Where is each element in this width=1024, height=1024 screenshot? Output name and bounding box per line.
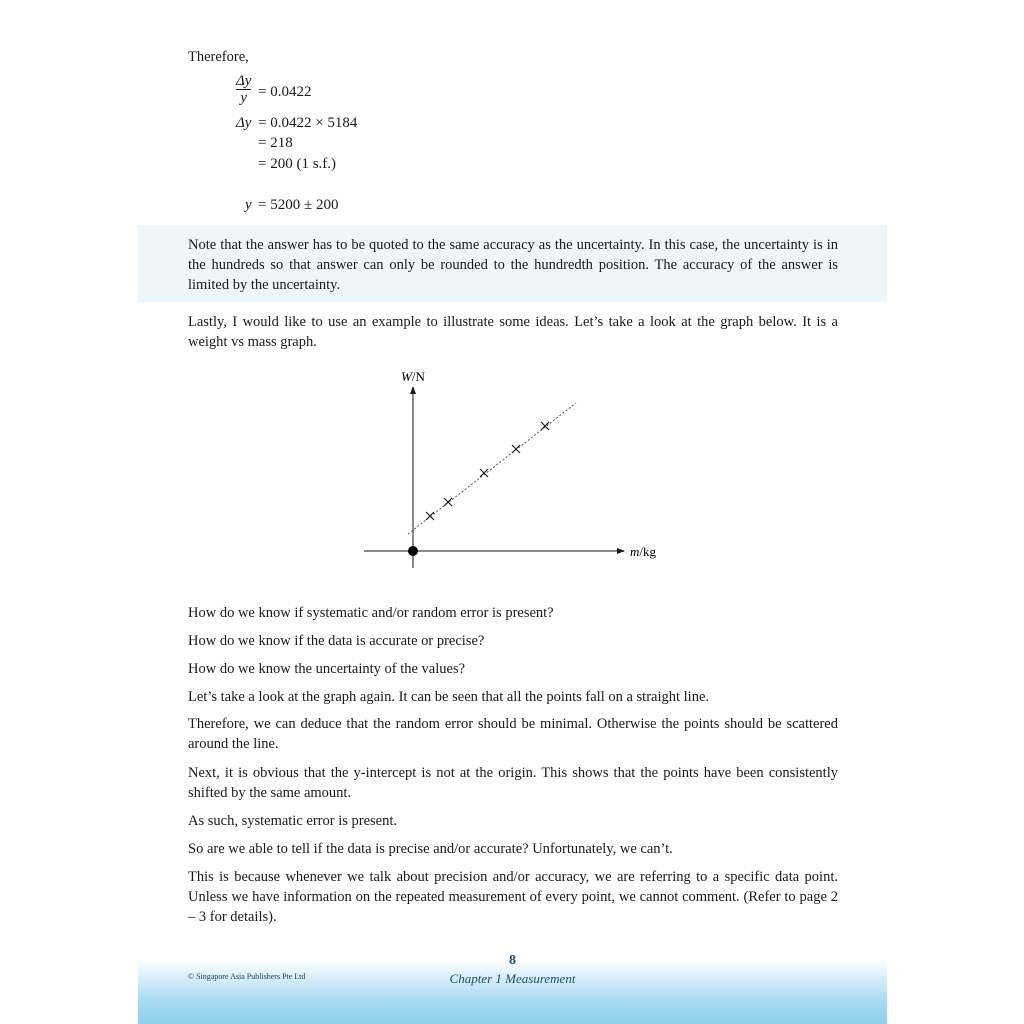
- question-2: How do we know if the data is accurate or precise?: [188, 633, 485, 649]
- origin-marker: [408, 546, 418, 556]
- paragraph-random-error: Therefore, we can deduce that the random error should be minimal. Otherwise the points should be scattered around the line.: [188, 716, 838, 752]
- page: [138, 0, 887, 1024]
- result-y-label: [245, 195, 252, 215]
- copyright-notice: © Singapore Asia Publishers Pte Ltd: [188, 972, 306, 981]
- delta-y-rounded: = 200 (1 s.f.): [258, 156, 337, 172]
- page-number: 8: [509, 953, 516, 968]
- note-text: Note that the answer has to be quoted to the same accuracy as the uncertainty. In this case, the uncertainty is in the hundreds so that answer can only be rounded to the hundredth position. The accuracy of the answer is limited by the uncertainty.: [188, 237, 838, 293]
- fraction-numerator: Δy: [236, 73, 252, 89]
- delta-y-symbol: Δy: [236, 115, 252, 131]
- x-axis-label: m/kg: [630, 544, 657, 559]
- question-3: How do we know the uncertainty of the values?: [188, 661, 466, 677]
- result-value: = 5200 ± 200: [258, 197, 339, 213]
- intro-paragraph: Lastly, I would like to use an example to illustrate some ideas. Let’s take a look at the graph below. It is a weight vs mass graph.: [188, 314, 838, 350]
- therefore-label: Therefore,: [188, 49, 249, 65]
- chapter-title: Chapter 1 Measurement: [449, 971, 576, 986]
- data-point-marker: [426, 512, 434, 520]
- paragraph-cannot-tell: So are we able to tell if the data is precise and/or accurate? Unfortunately, we can’t.: [188, 841, 673, 857]
- paragraph-precision-accuracy: This is because whenever we talk about precision and/or accuracy, we are referring to a specific data point. Unless we have information on the repeated measurement of every point, we cannot comment. (Refer to page 2 – 3 for details).: [188, 869, 838, 925]
- delta-y-expression: = 0.0422 × 5184: [258, 115, 358, 131]
- delta-y-label: [236, 113, 251, 133]
- y-axis-label: W/N: [401, 369, 425, 384]
- best-fit-line: [408, 403, 576, 534]
- result-y-symbol: y: [245, 197, 252, 213]
- footer-band: [138, 960, 887, 1024]
- data-point-marker: [480, 469, 488, 477]
- data-points: [426, 422, 549, 520]
- data-point-marker: [512, 445, 520, 453]
- paragraph-systematic-error: As such, systematic error is present.: [188, 813, 397, 829]
- paragraph-straight-line: Let’s take a look at the graph again. It can be seen that all the points fall on a straight line.: [188, 689, 710, 705]
- question-1: How do we know if systematic and/or random error is present?: [188, 605, 554, 621]
- weight-vs-mass-graph: [348, 360, 668, 580]
- delta-y-value: = 218: [258, 135, 293, 151]
- data-point-marker: [541, 422, 549, 430]
- ratio-value: = 0.0422: [258, 84, 312, 100]
- paragraph-y-intercept: Next, it is obvious that the y-intercept is not at the origin. This shows that the points have been consistently shifted by the same amount.: [188, 765, 838, 801]
- fraction-delta-y-over-y: [236, 73, 251, 106]
- data-point-marker: [444, 498, 452, 506]
- fraction-denominator: y: [240, 90, 248, 106]
- note-box: [138, 225, 887, 302]
